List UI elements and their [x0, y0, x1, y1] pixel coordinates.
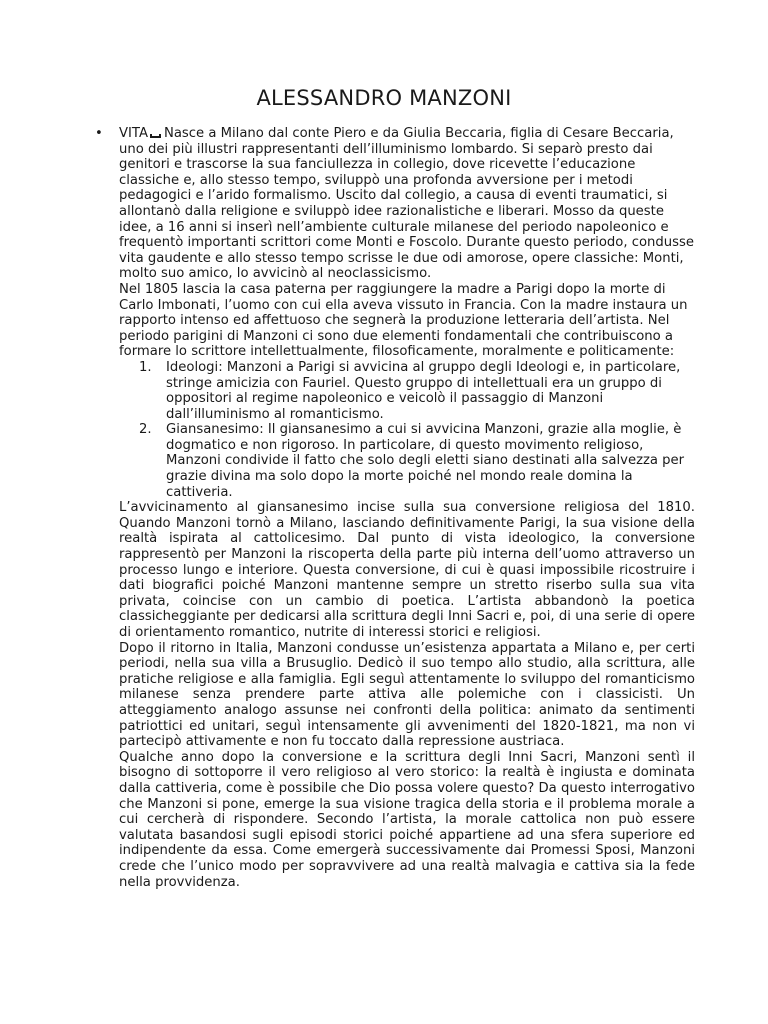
paragraph-1805: Nel 1805 lascia la casa paterna per raggiungere la madre a Parigi dopo la morte di Carlo Imbonati, l’uomo con cui ella aveva vissuto in Francia. Con la madre instaura un rapporto intenso ed affettuoso che segnerà la produzione letteraria dell’artista. Nel periodo parigini di Manzoni ci sono due elementi fondamentali che contribuiscono a formare lo scrittore intellettualmente, filosoficamente, moralmente e politicamente: — [119, 281, 688, 360]
document-title: ALESSANDRO MANZONI — [256, 86, 512, 110]
elements-list — [119, 360, 695, 500]
list-item-text: Ideologi: Manzoni a Parigi si avvicina al gruppo degli Ideologi e, in particolare, stringe amicizia con Fauriel. Questo gruppo di intellettuali era un gruppo di oppositori al regime napoleonico e veicolò il passaggio di Manzoni dall’illuminismo al romanticismo. — [166, 359, 681, 422]
vita-text: Nasce a Milano dal conte Piero e da Giulia Beccaria, figlia di Cesare Beccaria, uno dei più illustri rappresentanti dell’illuminismo lombardo. Si separò presto dai genitori e trascorse la sua fanciullezza in collegio, dove ricevette l’educazione classiche e, allo stesso tempo, sviluppò una profonda avversione per i metodi pedagogici e l’arido formalismo. Uscito dal collegio, a causa di eventi traumatici, si allontanò dalla religione e sviluppò idee razionalistiche e liberari. Mosso da queste idee, a 16 anni si inserì nell’ambiente culturale milanese del periodo napoleonico e frequentò importanti scrittori come Monti e Foscolo. Durante questo periodo, condusse vita gaudente e allo stesso tempo scrisse le due odi amorose, opere classiche: Monti, molto suo amico, lo avvicinò al neoclassicismo. — [119, 126, 695, 282]
list-item-number: 1. — [139, 359, 152, 375]
list-item — [119, 422, 695, 500]
vita-paragraph — [119, 126, 695, 282]
space-mark-icon — [150, 128, 161, 138]
list-item-text: Giansanesimo: Il giansanesimo a cui si avvicina Manzoni, grazie alla moglie, è dogmatico e non rigoroso. In particolare, di questo movimento religioso, Manzoni condivide il fatto che solo degli eletti siano destinati alla salvezza per grazie divina ma solo dopo la morte poiché nel mondo reale domina la cattiveria. — [166, 422, 685, 500]
paragraph-inni: Qualche anno dopo la conversione e la scrittura degli Inni Sacri, Manzoni sentì il bisogno di sottoporre il vero religioso al vero storico: la realtà è ingiusta e dominata dalla cattiveria, come è possibile che Dio possa volere questo? Da questo interrogativo che Manzoni si pone, emerge la sua visione tragica della storia e il problema morale a cui cercherà di rispondere. Secondo l’artista, la morale cattolica non può essere valutata basandosi sugli episodi storici poiché appartiene ad una sfera superiore ed indipendente da essa. Come emergerà successivamente dai Promessi Sposi, Manzoni crede che l’unico modo per sopravvivere ad una realtà malvagia e cattiva sia la fede nella provvidenza. — [119, 749, 695, 890]
document-body — [119, 126, 695, 890]
bullet-marker: • — [95, 126, 103, 141]
list-item-number: 2. — [139, 422, 152, 438]
paragraph-conversion: L’avvicinamento al giansanesimo incise sulla sua conversione religiosa del 1810. Quando Manzoni tornò a Milano, lasciando definitivamente Parigi, la sua visione della realtà ispirata al cattolicesimo. Dal punto di vista ideologico, la conversione rappresentò per Manzoni la riscoperta della parte più interna dell’uomo attraverso un processo lungo e interiore. Questa conversione, di cui è quasi impossibile ricostruire i dati biografici poiché Manzoni mantenne sempre un stretto riserbo sulla sua vita privata, coincise con un cambio di poetica. L’artista abbandonò la poetica classicheggiante per dedicarsi alla scrittura degli Inni Sacri e, poi, di una serie di opere di orientamento romantico, nutrite di interessi storici e religiosi. — [119, 500, 695, 640]
vita-label: VITA — [119, 126, 148, 141]
list-item — [119, 360, 695, 422]
paragraph-italia: Dopo il ritorno in Italia, Manzoni condusse un’esistenza appartata a Milano e, per certi periodi, nella sua villa a Brusuglio. Dedicò il suo tempo allo studio, alla scrittura, alle pratiche religiose e alla famiglia. Egli seguì attentamente lo sviluppo del romanticismo milanese senza prendere parte attiva alle polemiche con i classicisti. Un atteggiamento analogo assunse nei confronti della politica: animato da sentimenti patriottici ed unitari, seguì intensamente gli avvenimenti del 1820-1821, ma non vi partecipò attivamente e non fu toccato dalla repressione austriaca. — [119, 640, 695, 750]
